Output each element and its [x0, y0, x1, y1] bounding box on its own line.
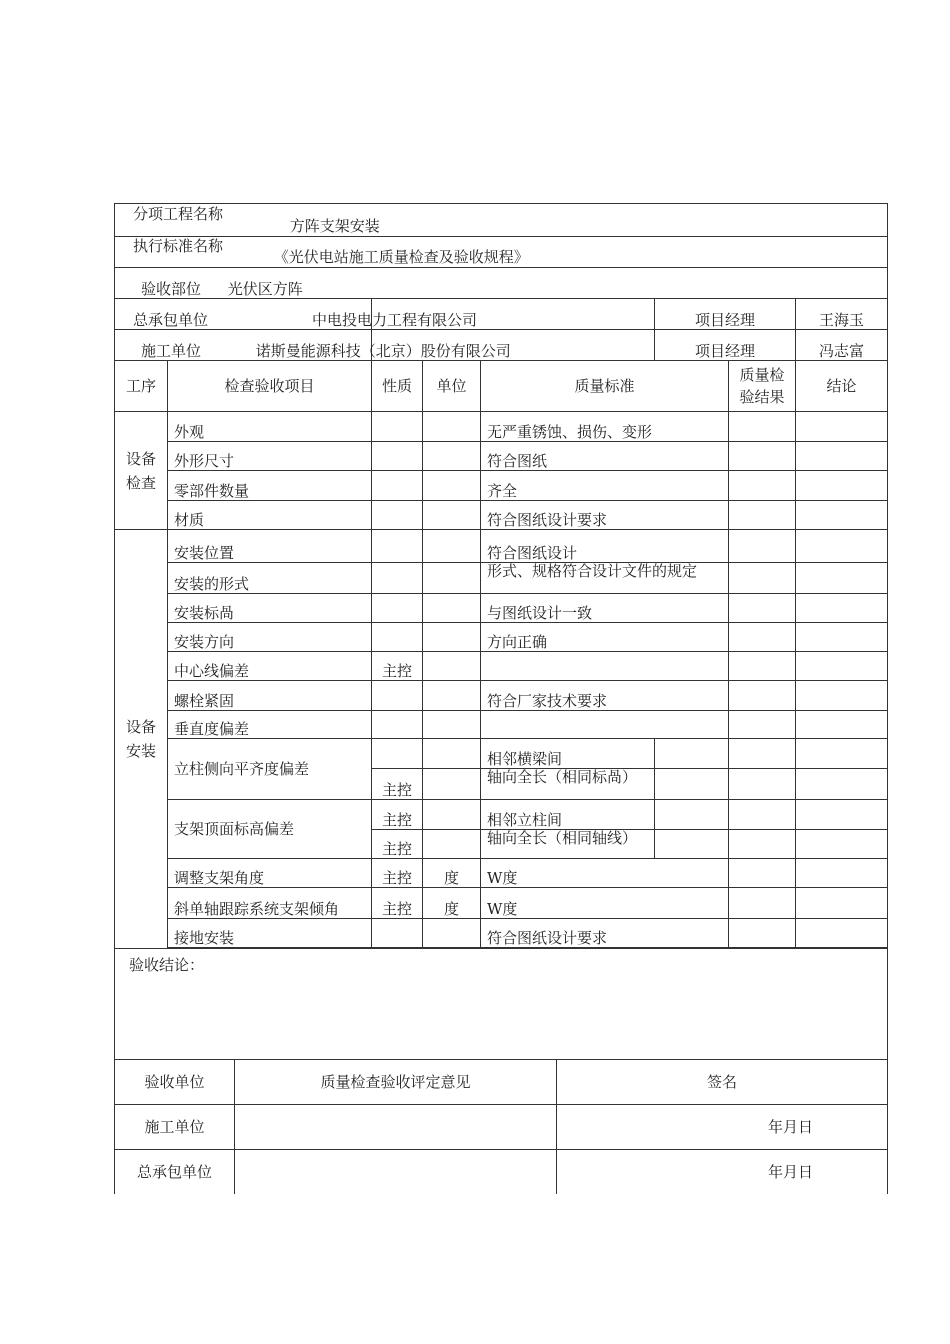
standard-value: 《光伏电站施工质量检查及验收规程》 [273, 248, 529, 266]
col-standard: 质量标准 [481, 361, 729, 412]
signoff-col-unit: 验收单位 [115, 1060, 235, 1105]
item-angle: 调整支架角度 [168, 859, 372, 888]
gc-pm-label: 项目经理 [655, 299, 796, 330]
unit-tilt: 度 [423, 888, 481, 919]
standard-parts-count: 齐全 [481, 471, 729, 501]
table-row [115, 681, 888, 711]
group-installation: 设备安装 [115, 530, 168, 949]
nature-top-elevation-2: 主控 [372, 830, 423, 859]
item-appearance: 外观 [168, 412, 372, 442]
nature-top-elevation-1: 主控 [372, 800, 423, 830]
standard-grounding: 符合图纸设计要求 [481, 919, 729, 948]
item-position: 安装位置 [168, 530, 372, 563]
signoff-col-sign: 签名 [557, 1060, 888, 1105]
standard-elevation: 与图纸设计一致 [481, 594, 729, 623]
gc-value: 中电投电力工程有限公司 [312, 311, 478, 329]
item-top-elevation: 支架顶面标高偏差 [168, 800, 372, 859]
row-general-contractor [115, 299, 888, 330]
table-row [115, 594, 888, 623]
gc-pm-value: 王海玉 [796, 299, 888, 330]
nature-column-flatness: 主控 [372, 769, 423, 800]
table-row [115, 919, 888, 948]
column-header-row [115, 361, 888, 412]
location-label: 验收部位 [141, 280, 202, 298]
contractor-label: 施工单位 [141, 342, 202, 360]
standard-bolts: 符合厂家技术要求 [481, 681, 729, 711]
table-row [115, 623, 888, 652]
sub-adjacent-columns: 相邻立柱间 [481, 800, 655, 830]
item-direction: 安装方向 [168, 623, 372, 652]
conclusion-label: 验收结论： [115, 949, 888, 1060]
row-standard [115, 237, 888, 268]
item-dimensions: 外形尺寸 [168, 442, 372, 471]
col-nature: 性质 [372, 361, 423, 412]
table-row [115, 530, 888, 563]
col-result: 质量检验结果 [729, 361, 796, 412]
signoff-date-gc: 年月日 [557, 1150, 888, 1195]
item-bolts: 螺栓紧固 [168, 681, 372, 711]
signoff-unit-contractor: 施工单位 [115, 1105, 235, 1150]
sub-project-value: 方阵支架安装 [289, 217, 380, 235]
standard-label: 执行标准名称 [133, 237, 224, 255]
item-form: 安装的形式 [168, 563, 372, 594]
item-grounding: 接地安装 [168, 919, 372, 948]
unit-angle: 度 [423, 859, 481, 888]
sub-axial-length-axis: 轴向全长（相同轴线） [481, 830, 655, 859]
standard-angle: W度 [481, 859, 729, 888]
nature-centerline: 主控 [372, 652, 423, 681]
row-contractor [115, 330, 888, 361]
table-row [115, 471, 888, 501]
signoff-row-gc [115, 1150, 888, 1195]
table-row [115, 859, 888, 888]
nature-tilt: 主控 [372, 888, 423, 919]
gc-label: 总承包单位 [133, 311, 209, 329]
item-verticality: 垂直度偏差 [168, 711, 372, 739]
standard-tilt: W度 [481, 888, 729, 919]
group-inspection: 设备检查 [115, 412, 168, 530]
table-row [115, 652, 888, 681]
table-row [115, 739, 888, 769]
standard-form: 形式、规格符合设计文件的规定 [481, 563, 729, 594]
location-value: 光伏区方阵 [227, 280, 303, 298]
conclusion-row [115, 949, 888, 1060]
item-material: 材质 [168, 501, 372, 530]
item-elevation: 安装标咼 [168, 594, 372, 623]
row-location [115, 268, 888, 299]
contractor-value: 诺斯曼能源科技（北京）股份有限公司 [255, 342, 511, 360]
form-table [114, 203, 888, 1060]
table-row [115, 501, 888, 530]
signoff-header-row [115, 1060, 888, 1105]
standard-appearance: 无严重锈蚀、损伤、变形 [481, 412, 729, 442]
item-column-flatness: 立柱侧向平齐度偏差 [168, 739, 372, 800]
item-tilt: 斜单轴跟踪系统支架倾角 [168, 888, 372, 919]
contractor-pm-value: 冯志富 [796, 330, 888, 361]
contractor-pm-label: 项目经理 [655, 330, 796, 361]
acceptance-form [114, 203, 887, 1194]
table-row [115, 563, 888, 594]
signoff-unit-gc: 总承包单位 [115, 1150, 235, 1195]
signoff-col-opinion: 质量检查验收评定意见 [235, 1060, 557, 1105]
col-item: 检查验收项目 [168, 361, 372, 412]
col-unit: 单位 [423, 361, 481, 412]
signoff-date-contractor: 年月日 [557, 1105, 888, 1150]
standard-position: 符合图纸设计 [481, 530, 729, 563]
table-row [115, 888, 888, 919]
table-row [115, 711, 888, 739]
signoff-table [114, 1059, 888, 1194]
col-conclusion: 结论 [796, 361, 888, 412]
standard-direction: 方向正确 [481, 623, 729, 652]
sub-adjacent-beams: 相邻横梁间 [481, 739, 655, 769]
nature-angle: 主控 [372, 859, 423, 888]
table-row [115, 800, 888, 830]
sub-project-label: 分项工程名称 [133, 205, 224, 223]
col-process: 工序 [115, 361, 168, 412]
row-sub-project [115, 204, 888, 237]
signoff-row-contractor [115, 1105, 888, 1150]
standard-dimensions: 符合图纸 [481, 442, 729, 471]
table-row [115, 412, 888, 442]
sub-axial-length-elevation: 轴向全长（相同标咼） [481, 769, 655, 800]
standard-material: 符合图纸设计要求 [481, 501, 729, 530]
table-row [115, 442, 888, 471]
item-centerline: 中心线偏差 [168, 652, 372, 681]
item-parts-count: 零部件数量 [168, 471, 372, 501]
